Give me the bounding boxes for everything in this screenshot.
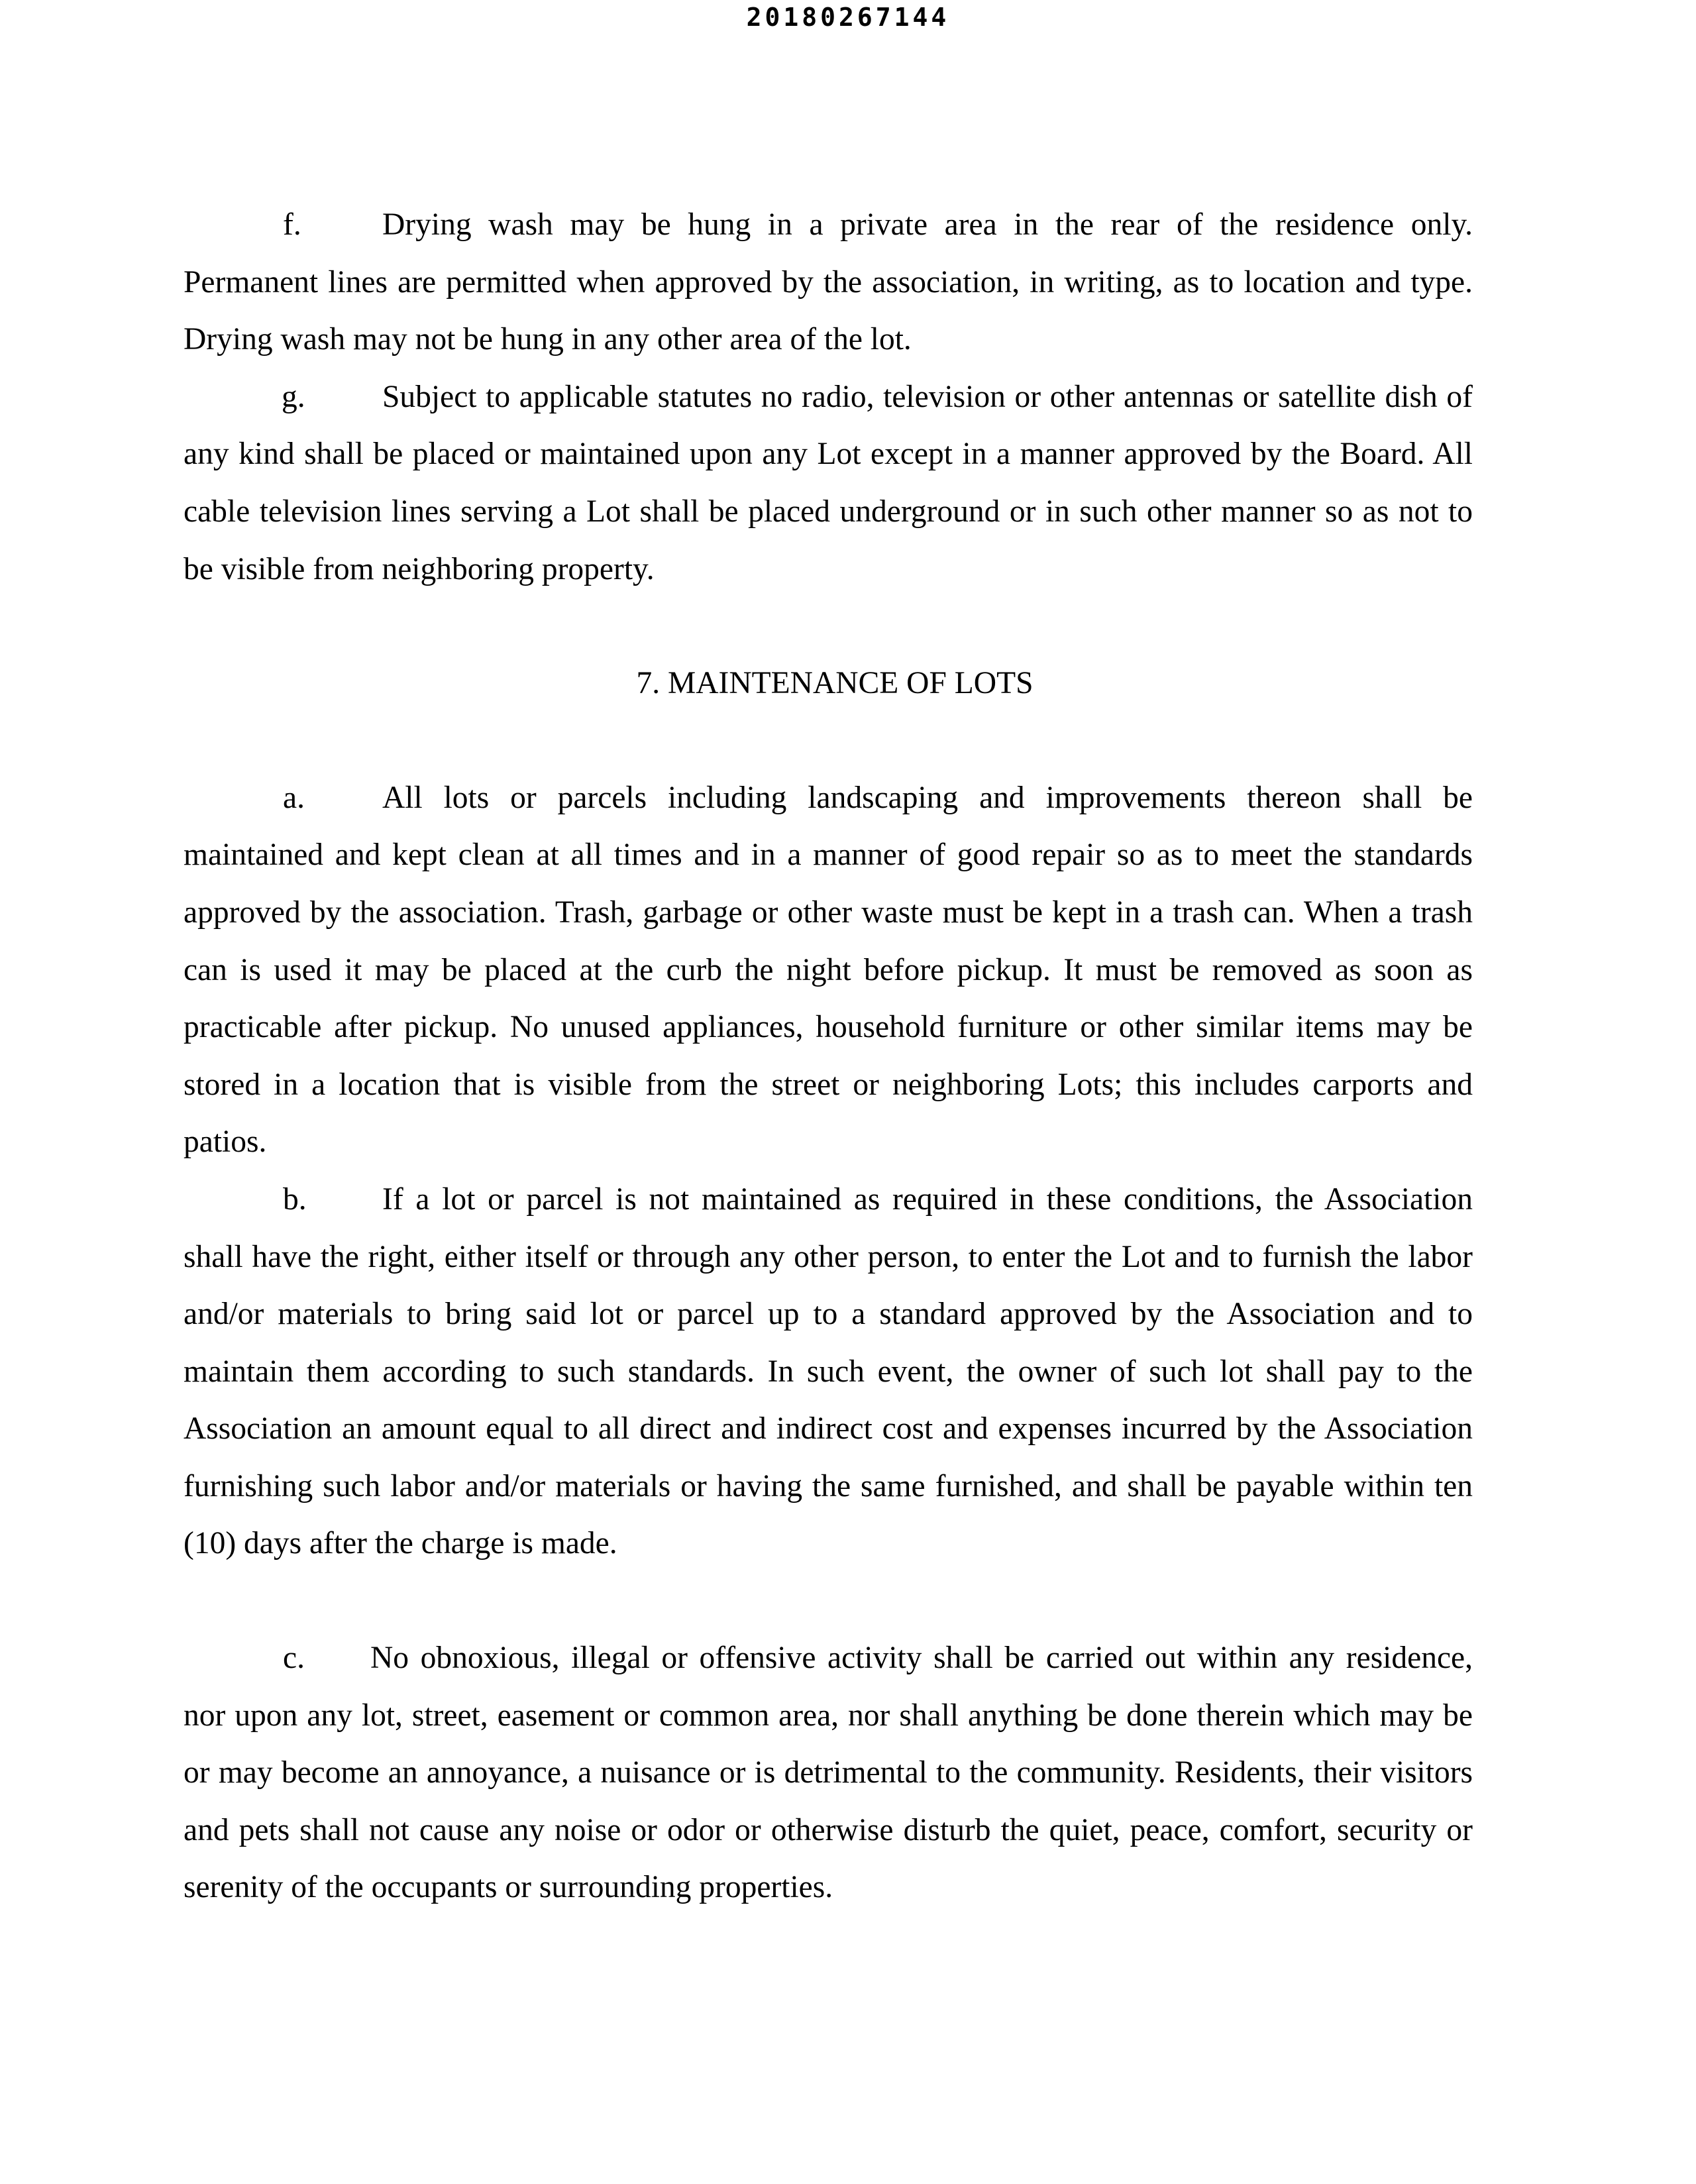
paragraph-marker-g: g. bbox=[282, 379, 305, 414]
paragraph-f bbox=[184, 196, 1473, 368]
paragraph-text-g: Subject to applicable statutes no radio, television or other antennas or satellite dish of any kind shall be placed or maintained upon any Lot except in a manner approved by the Board. All cable television lines serving a Lot shall be placed underground or in such other manner so as not to be visible from neighboring property. bbox=[184, 379, 1473, 586]
paragraph-c bbox=[184, 1629, 1473, 1916]
paragraph-text-c: No obnoxious, illegal or offensive activity shall be carried out within any residence, nor upon any lot, street, easement or common area, nor shall anything be done therein which may be or may become an annoyance, a nuisance or is detrimental to the community. Residents, their visitors and pets shall not cause any noise or odor or otherwise disturb the quiet, peace, comfort, security or serenity of the occupants or surrounding properties. bbox=[184, 1641, 1473, 1905]
paragraph-b bbox=[184, 1171, 1473, 1572]
paragraph-text-a: All lots or parcels including landscaping and improvements thereon shall be maintained and kept clean at all times and in a manner of good repair so as to meet the standards approved by the association. Trash, garbage or other waste must be kept in a trash can. When a trash can is used it may be placed at the curb the night before pickup. It must be removed as soon as practicable after pickup. No unused appliances, household furniture or other similar items may be stored in a location that is visible from the street or neighboring Lots; this includes carports and patios. bbox=[184, 780, 1473, 1160]
spacer bbox=[184, 712, 1473, 769]
spacer bbox=[184, 598, 1473, 655]
paragraph-text-b: If a lot or parcel is not maintained as required in these conditions, the Association shall have the right, either itself or through any other person, to enter the Lot and to furnish the labor and/or materials to bring said lot or parcel up to a standard approved by the Association and to maintain them according to such standards. In such event, the owner of such lot shall pay to the Association an amount equal to all direct and indirect cost and expenses incurred by the Association furnishing such labor and/or materials or having the same furnished, and shall be payable within ten (10) days after the charge is made. bbox=[184, 1181, 1473, 1561]
document-body bbox=[184, 196, 1473, 1916]
paragraph-marker-a: a. bbox=[283, 780, 305, 815]
paragraph-marker-c: c. bbox=[283, 1641, 305, 1676]
section-heading: 7. MAINTENANCE OF LOTS bbox=[636, 666, 1034, 701]
paragraph-marker-b: b. bbox=[283, 1181, 307, 1217]
paragraph-a bbox=[184, 769, 1473, 1171]
spacer bbox=[184, 1572, 1473, 1629]
document-number: 20180267144 bbox=[746, 3, 950, 32]
paragraph-g bbox=[184, 368, 1473, 598]
paragraph-marker-f: f. bbox=[283, 207, 301, 242]
paragraph-text-f: Drying wash may be hung in a private area in the rear of the residence only. Permanent lines are permitted when approved by the association, in writing, as to location and type. Drying wash may not be hung in any other area of the lot. bbox=[184, 207, 1473, 357]
